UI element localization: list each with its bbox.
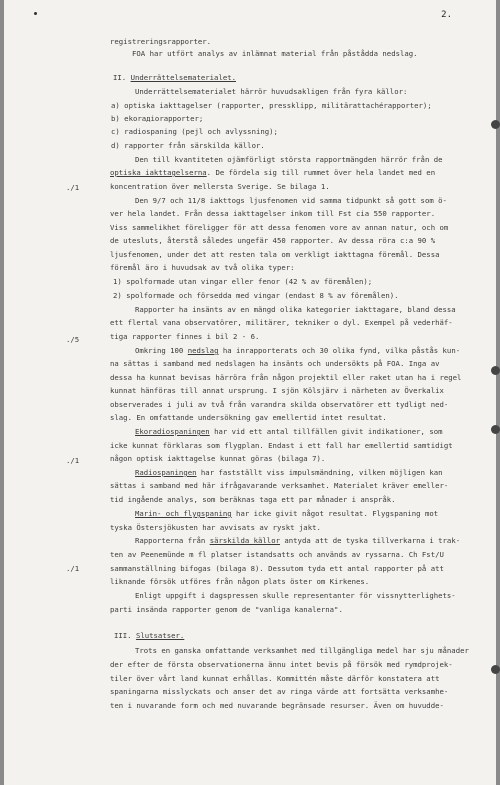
margin-reference: ./1 <box>66 564 80 573</box>
text-line: 1) spolformade utan vingar eller fenor (42 % av föremålen); <box>113 277 373 286</box>
underlined-heading: Radiospaningen <box>135 468 197 477</box>
text-line: kunnat hänföras till annat ursprung. I sjön Kölsjärv i närheten av Överkalix <box>110 386 444 395</box>
underlined-heading: särskilda källor <box>209 536 280 545</box>
text-line: der efter de första observationerna ännu intet bevis på försök med rymdprojek- <box>110 660 453 669</box>
ink-dot <box>34 12 37 15</box>
text-line: liknande försök utföres från någon plats öster om Kirkenes. <box>110 577 370 586</box>
text-line: Den till kvantiteten ojämförligt största rapportmängden härrör från de <box>135 155 443 164</box>
text-line: ten i nuvarande form och med nuvarande begränsade resurser. Även om huvudde- <box>110 701 444 710</box>
text-line: Marin- och flygspaning har icke givit något resultat. Flygspaning mot <box>135 509 439 518</box>
text-line: dessa ha kunnat bevisas härröra från någon projektil eller raket utan ha i regel <box>110 373 462 382</box>
text-line: tiga rapporter finnes i bil 2 - 6. <box>110 332 260 341</box>
text-line: Rapporterna från särskilda källor antyda att de tyska tillverkarna i trak- <box>135 536 461 545</box>
text-line: tyska Östersjökusten har avvisats av ryskt jakt. <box>110 523 321 532</box>
text-line: optiska iakttagelserna. De fördela sig till rummet över hela landet med en <box>110 168 436 177</box>
underlined-heading: Slutsatser. <box>135 631 185 640</box>
text-line: föremål äro i huvudsak av två olika typer: <box>110 263 295 272</box>
text-line: spaningarna misslyckats och anser det av ringa värde att fortsätta verksamhe- <box>110 687 449 696</box>
text-line: någon optisk iakttagelse kunnat göras (bilaga 7). <box>110 454 326 463</box>
text-line: d) rapporter från särskilda källor. <box>111 141 265 150</box>
text-line: Viss sammelikhet föreligger för att dessa fenomen vore av annan natur, och om <box>110 223 449 232</box>
text-line: de utesluts, återstå således ungefär 450 rapporter. Av dessa röra c:a 90 % <box>110 236 436 245</box>
text-line: Radiospaningen har fastställt viss impulsmändning, vilken möjligen kan <box>135 468 443 477</box>
text-line: III. Slutsatser. <box>114 631 185 640</box>
text-line: koncentration över mellersta Sverige. Se bilaga 1. <box>110 182 330 191</box>
text-line: Ekoradiospaningen har vid ett antal tillfällen givit indikationer, som <box>135 427 443 436</box>
text-line: slag. En omfattande undersökning gav emellertid intet resultat. <box>110 413 387 422</box>
margin-reference: ./5 <box>66 335 80 344</box>
text-line: tid ingående analys, som beräknas taga ett par månader i anspråk. <box>110 495 396 504</box>
underlined-heading: Underrättelsematerialet. <box>130 73 237 82</box>
punch-hole <box>491 120 500 129</box>
text-line: Underrättelsematerialet härrör huvudsakligen från fyra källor: <box>135 87 408 96</box>
text-line: ver hela landet. Från dessa iakttagelser inkom till Fst cia 550 rapporter. <box>110 209 436 218</box>
punch-hole <box>491 425 500 434</box>
text-line: b) ekorадiorapporter; <box>111 114 204 123</box>
text-line: II. Underrättelsematerialet. <box>113 73 237 82</box>
text-line: Enligt uppgift i dagspressen skulle representanter för vissnytterlighets- <box>135 591 456 600</box>
text-line: ten av Peenemünde m fl platser istandsatts och används av ryssarna. Ch Fst/U <box>110 550 444 559</box>
text-line: na sättas i samband med nedslagen ha insänts och undersökts på FOA. Inga av <box>110 359 440 368</box>
underlined-heading: nedslag <box>187 346 219 355</box>
text-line: parti insända rapporter genom de "vanliga kanalerna". <box>110 605 343 614</box>
text-line: observerades i juli av två från varandra skilda observatörer ett tydligt ned- <box>110 400 449 409</box>
text-line: icke kunnat förklaras som flygplan. Endast i ett fall har emellertid samtidigt <box>110 441 453 450</box>
text-line: a) optiska iakttagelser (rapporter, pressklipp, militärattachérapporter); <box>111 101 432 110</box>
punch-hole <box>491 366 500 375</box>
text-line: tiler över vårt land kunnat erhållas. Kommittén måste därför konstatera att <box>110 674 440 683</box>
text-line: sammanställning bifogas (bilaga 8). Dessutom tyda ett antal rapporter på att <box>110 564 444 573</box>
text-line: ljusfenomen, under det att resten tala om verkligt iakttagna föremål. Dessa <box>110 250 440 259</box>
punch-hole <box>491 665 500 674</box>
text-line: 2) spolformade och försedda med vingar (endast 8 % av föremålen). <box>113 291 399 300</box>
margin-reference: ./1 <box>66 183 80 192</box>
margin-reference: ./1 <box>66 456 80 465</box>
text-line: sättas i samband med här ifrågavarande verksamhet. Materialet kräver emeller- <box>110 481 449 490</box>
underlined-heading: optiska iakttagelserna <box>110 168 207 177</box>
text-line: ett flertal vana observatörer, militärer, tekniker o dyl. Exempel på vederhäf- <box>110 318 453 327</box>
page-number: 2. <box>441 10 452 20</box>
text-line: Trots en ganska omfattande verksamhet med tillgängliga medel har sju månader <box>135 646 469 655</box>
document-page <box>4 0 496 785</box>
text-line: Rapporter ha insänts av en mängd olika kategorier iakttagare, bland dessa <box>135 305 456 314</box>
underlined-heading: Marin- och flygspaning <box>135 509 232 518</box>
text-line: c) radiospaning (pejl och avlyssning); <box>111 127 278 136</box>
text-line: Den 9/7 och 11/8 iakttogs ljusfenomen vid samma tidpunkt så gott som ö- <box>135 196 447 205</box>
text-line: FOA har utfört analys av inlämnat material från påstådda nedslag. <box>132 49 418 58</box>
text-line: Omkring 100 nedslag ha inrapporterats och 30 olika fynd, vilka påstås kun- <box>135 346 461 355</box>
underlined-heading: Ekoradiospaningen <box>135 427 210 436</box>
text-line: registreringsrapporter. <box>110 37 212 46</box>
